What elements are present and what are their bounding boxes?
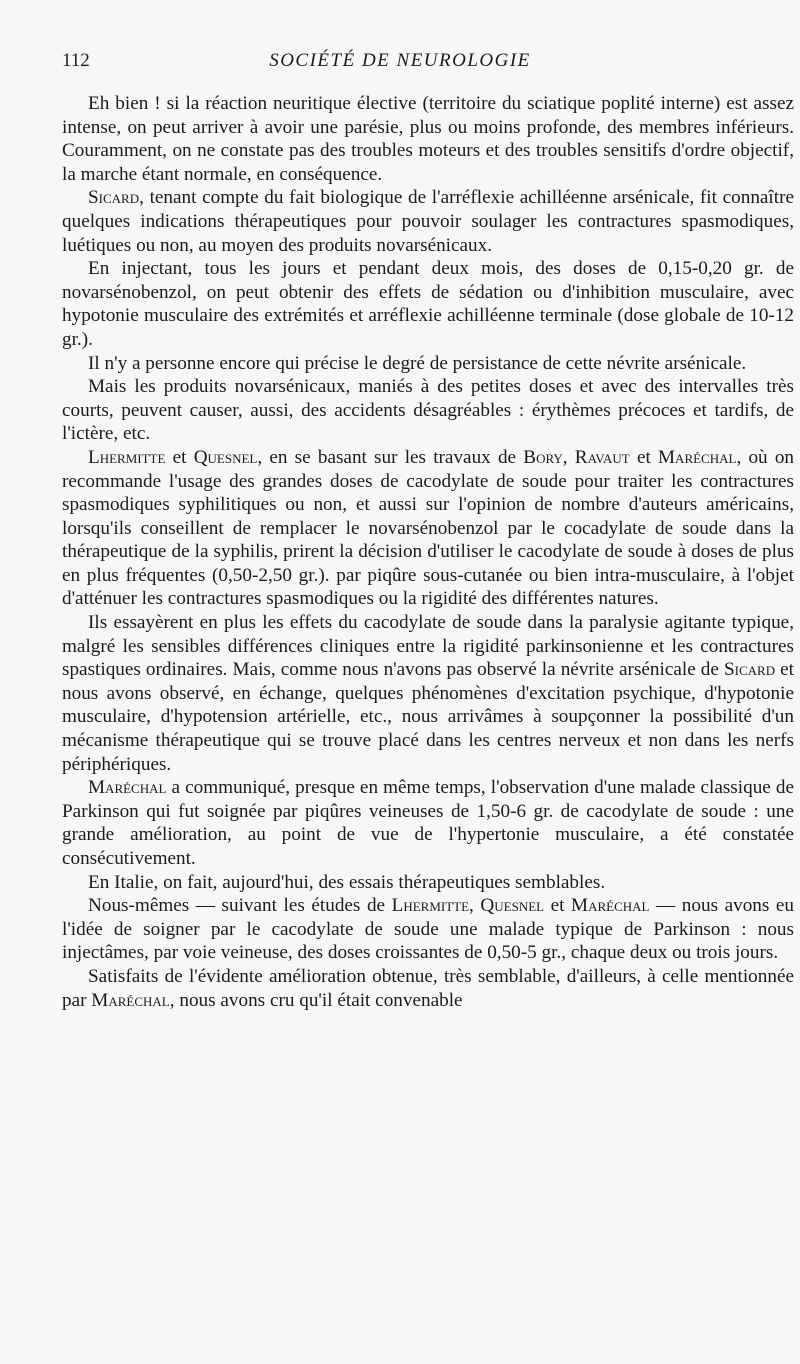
- text-segment: a communiqué, presque en même temps, l'observation d'une malade classique de Parkinson qui fut soignée par piqûres veineuses de 1,50-6 gr. de cacodylate de soude : une grande amélioration, au point de vue de l'hypertonie musculaire, a été constatée consécutivement.: [62, 777, 794, 869]
- text-segment: Eh bien ! si la réaction neuritique élective (territoire du sciatique poplité interne) est assez intense, on peut arriver à avoir une parésie, plus ou moins profonde, des membres inférieurs. Couramment, on ne constate pas des troubles moteurs et des troubles sensitifs d'ordre objectif, la marche étant normale, en conséquence.: [62, 93, 794, 185]
- author-name: Quesnel: [480, 895, 545, 917]
- paragraph: [62, 776, 794, 870]
- paragraph: [62, 352, 794, 376]
- author-name: Sicard: [88, 187, 140, 209]
- text-segment: , tenant compte du fait biologique de l'arréflexie achilléenne arsénicale, fit connaître quelques indications thérapeutiques pour pouvoir soulager les contractures spasmodiques, luétiques ou non, au moyen des produits novarsénicaux.: [62, 187, 794, 256]
- paragraph: [62, 92, 794, 186]
- text-segment: Mais les produits novarsénicaux, maniés à des petites doses et avec des intervalles très courts, peuvent causer, aussi, des accidents désagréables : érythèmes précoces et tardifs, de l'ictère, etc.: [62, 376, 794, 445]
- running-title: SOCIÉTÉ DE NEUROLOGIE: [269, 50, 531, 71]
- paragraph: [62, 894, 794, 965]
- paragraph: [62, 375, 794, 446]
- text-segment: En injectant, tous les jours et pendant deux mois, des doses de 0,15-0,20 gr. de novarsénobenzol, on peut obtenir des effets de sédation ou d'inhibition musculaire, avec hypotonie musculaire des extrémités et arréflexie achilléenne terminale (dose globale de 10-12 gr.).: [62, 258, 794, 350]
- author-name: Maréchal: [658, 446, 737, 468]
- text-segment: — nous avons eu l'idée de soigner par le cacodylate de soude une malade typique de Parkinson : nous injectâmes, par voie veineuse, des doses croissantes de 0,50-5 gr., chaque deux ou trois jours.: [62, 895, 795, 964]
- paragraph: [62, 965, 794, 1012]
- text-segment: , en se basant sur les travaux de: [257, 446, 524, 468]
- paragraph: [62, 611, 794, 776]
- author-name: Ravaut: [574, 446, 630, 468]
- text-segment: et: [544, 895, 572, 917]
- author-name: Maréchal: [91, 989, 170, 1011]
- page-number: 112: [62, 50, 90, 71]
- page-header: [58, 50, 742, 76]
- text-segment: Il n'y a personne encore qui précise le degré de persistance de cette névrite arsénicale.: [88, 352, 747, 374]
- text-segment: ,: [469, 895, 481, 917]
- body-text: [62, 92, 794, 1012]
- paragraph: [62, 871, 794, 895]
- text-segment: , nous avons cru qu'il était convenable: [169, 989, 463, 1011]
- author-name: Maréchal: [571, 895, 650, 917]
- author-name: Sicard: [723, 659, 776, 681]
- text-segment: Ils essayèrent en plus les effets du cacodylate de soude dans la paralysie agitante typique, malgré les sensibles différences cliniques entre la rigidité parkinsonienne et les contractures spastiques ordinaires. Mais, comme nous n'avons pas observé la névrite arsénicale de: [62, 612, 794, 681]
- text-segment: Satisfaits de l'évidente amélioration obtenue, très semblable, d'ailleurs, à celle mentionnée par: [62, 965, 794, 1011]
- paragraph: [62, 186, 794, 257]
- author-name: Quesnel: [193, 446, 258, 468]
- text-segment: et nous avons observé, en échange, quelques phénomènes d'excitation psychique, d'hypotonie musculaire, d'hypotension artérielle, etc., nous arrivâmes à soupçonner la possibilité d'un mécanisme thérapeutique qui se trouve placé dans les centres nerveux et non dans les nerfs périphériques.: [62, 659, 794, 775]
- author-name: Maréchal: [88, 777, 167, 799]
- text-segment: et: [165, 446, 194, 468]
- text-segment: Nous-mêmes — suivant les études de: [88, 895, 392, 917]
- text-segment: et: [629, 446, 658, 468]
- author-name: Bory: [523, 446, 563, 468]
- text-segment: ,: [562, 446, 575, 468]
- text-segment: En Italie, on fait, aujourd'hui, des essais thérapeutiques semblables.: [88, 871, 606, 893]
- paragraph: [62, 257, 794, 351]
- text-segment: , où on recommande l'usage des grandes doses de cacodylate de soude pour traiter les contractures spasmodiques syphilitiques ou non, et aussi sur l'opinion de nombre d'auteurs américains, lorsqu'ils conseillent de remplacer le novarsénobenzol par le cocadylate de soude dans la thérapeutique de la syphilis, prirent la décision d'utiliser le cacodylate de soude à doses de plus en plus fréquentes (0,50-2,50 gr.). par piqûre sous-cutanée ou bien intra-musculaire, à l'objet d'atténuer les contractures spasmodiques ou la rigidité des différentes natures.: [62, 446, 795, 610]
- paragraph: [62, 446, 794, 611]
- author-name: Lhermitte: [391, 895, 470, 917]
- author-name: Lhermitte: [88, 446, 166, 468]
